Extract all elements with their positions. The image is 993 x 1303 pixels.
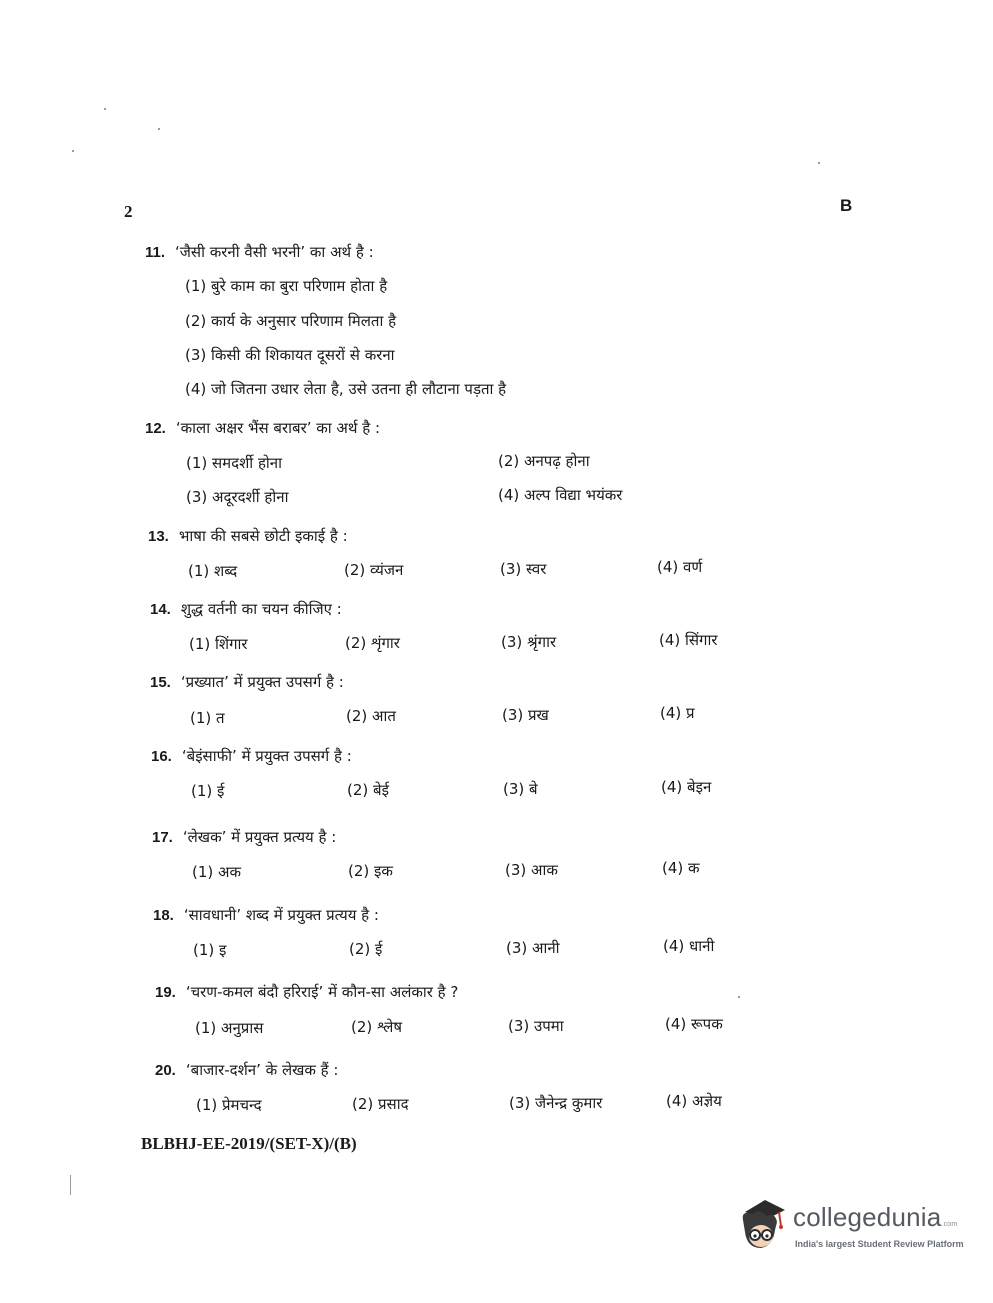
question-number: 15. xyxy=(150,674,171,691)
scan-speck xyxy=(104,108,106,110)
question-number: 17. xyxy=(152,829,173,846)
option: (4) जो जितना उधार लेता है, उसे उतना ही लौटाना पड़ता है xyxy=(185,380,507,398)
set-code: B xyxy=(840,196,853,215)
option: (4) अल्प विद्या भयंकर xyxy=(498,486,623,504)
option: (2) अनपढ़ होना xyxy=(498,452,590,470)
question-number: 19. xyxy=(155,984,176,1001)
option: (2) कार्य के अनुसार परिणाम मिलता है xyxy=(185,312,397,330)
question-18 xyxy=(153,905,379,925)
option: (2) आत xyxy=(346,707,396,725)
logo-wordmark: collegedunia.com xyxy=(793,1202,958,1232)
option: (1) अनुप्रास xyxy=(195,1019,264,1037)
option: (2) शृंगार xyxy=(345,634,400,652)
question-20 xyxy=(155,1060,338,1080)
option: (3) जैनेन्द्र कुमार xyxy=(509,1094,603,1112)
question-19 xyxy=(155,982,458,1002)
mascot-icon xyxy=(735,1196,791,1256)
option: (1) त xyxy=(190,709,225,727)
option: (3) किसी की शिकायत दूसरों से करना xyxy=(185,346,395,364)
option: (1) शिंगार xyxy=(189,635,248,653)
scan-speck xyxy=(818,162,820,164)
question-text: भाषा की सबसे छोटी इकाई है : xyxy=(178,527,348,545)
scan-speck xyxy=(738,996,740,998)
collegedunia-logo xyxy=(735,1196,965,1262)
option: (1) इ xyxy=(193,941,227,959)
question-text: ‘बेइंसाफी’ में प्रयुक्त उपसर्ग है : xyxy=(181,747,352,765)
option: (1) शब्द xyxy=(188,562,238,580)
option: (3) आनी xyxy=(506,939,560,957)
option: (1) ई xyxy=(191,782,225,800)
option: (3) आक xyxy=(505,861,558,879)
question-number: 11. xyxy=(145,244,166,261)
question-text: ‘काला अक्षर भैंस बराबर’ का अर्थ है : xyxy=(175,419,381,437)
option: (1) अक xyxy=(192,863,241,881)
option: (3) बे xyxy=(503,780,538,798)
scan-mark xyxy=(70,1175,71,1195)
question-text: शुद्ध वर्तनी का चयन कीजिए : xyxy=(180,600,342,618)
question-12 xyxy=(145,418,380,438)
option: (1) बुरे काम का बुरा परिणाम होता है xyxy=(185,277,388,295)
option: (4) बेइन xyxy=(661,778,712,796)
option: (2) इक xyxy=(348,862,393,880)
option: (3) श्रृंगार xyxy=(501,633,557,651)
scan-speck xyxy=(158,128,160,130)
question-number: 12. xyxy=(145,420,166,437)
option: (3) स्वर xyxy=(500,560,547,578)
logo-tagline: India's largest Student Review Platform xyxy=(795,1239,964,1249)
option: (1) समदर्शी होना xyxy=(186,454,283,472)
question-17 xyxy=(152,827,336,847)
option: (3) प्रख xyxy=(502,706,549,724)
option: (4) धानी xyxy=(663,937,715,955)
paper-code: BLBHJ-EE-2019/(SET-X)/(B) xyxy=(141,1134,357,1153)
question-number: 20. xyxy=(155,1062,176,1079)
scan-speck xyxy=(72,150,74,152)
page-number: 2 xyxy=(124,202,133,221)
question-number: 18. xyxy=(153,907,174,924)
option: (3) अदूरदर्शी होना xyxy=(186,488,289,506)
option: (1) प्रेमचन्द xyxy=(196,1096,262,1114)
question-15 xyxy=(150,672,344,692)
question-number: 13. xyxy=(148,528,169,545)
question-16 xyxy=(151,746,352,766)
question-text: ‘जैसी करनी वैसी भरनी’ का अर्थ है : xyxy=(175,243,374,261)
option: (4) प्र xyxy=(660,704,695,722)
option: (4) रूपक xyxy=(665,1015,723,1033)
option: (2) ई xyxy=(349,940,383,958)
option: (2) श्लेष xyxy=(351,1018,403,1036)
option: (2) प्रसाद xyxy=(352,1095,409,1113)
question-11 xyxy=(145,242,374,262)
option: (2) बेई xyxy=(347,781,389,799)
option: (2) व्यंजन xyxy=(344,561,404,579)
question-13 xyxy=(148,526,348,546)
option: (4) सिंगार xyxy=(659,631,718,649)
question-number: 16. xyxy=(151,748,172,765)
option: (3) उपमा xyxy=(508,1017,564,1035)
question-text: ‘बाजार-दर्शन’ के लेखक हैं : xyxy=(185,1061,339,1079)
question-text: ‘लेखक’ में प्रयुक्त प्रत्यय है : xyxy=(182,828,337,846)
question-text: ‘प्रख्यात’ में प्रयुक्त उपसर्ग है : xyxy=(180,673,344,691)
question-number: 14. xyxy=(150,601,171,618)
option: (4) वर्ण xyxy=(657,558,703,576)
option: (4) अज्ञेय xyxy=(666,1092,722,1110)
option: (4) क xyxy=(662,859,700,877)
question-14 xyxy=(150,599,342,619)
question-text: ‘चरण-कमल बंदौ हरिराई’ में कौन-सा अलंकार है ? xyxy=(185,983,459,1001)
question-text: ‘सावधानी’ शब्द में प्रयुक्त प्रत्यय है : xyxy=(183,906,379,924)
